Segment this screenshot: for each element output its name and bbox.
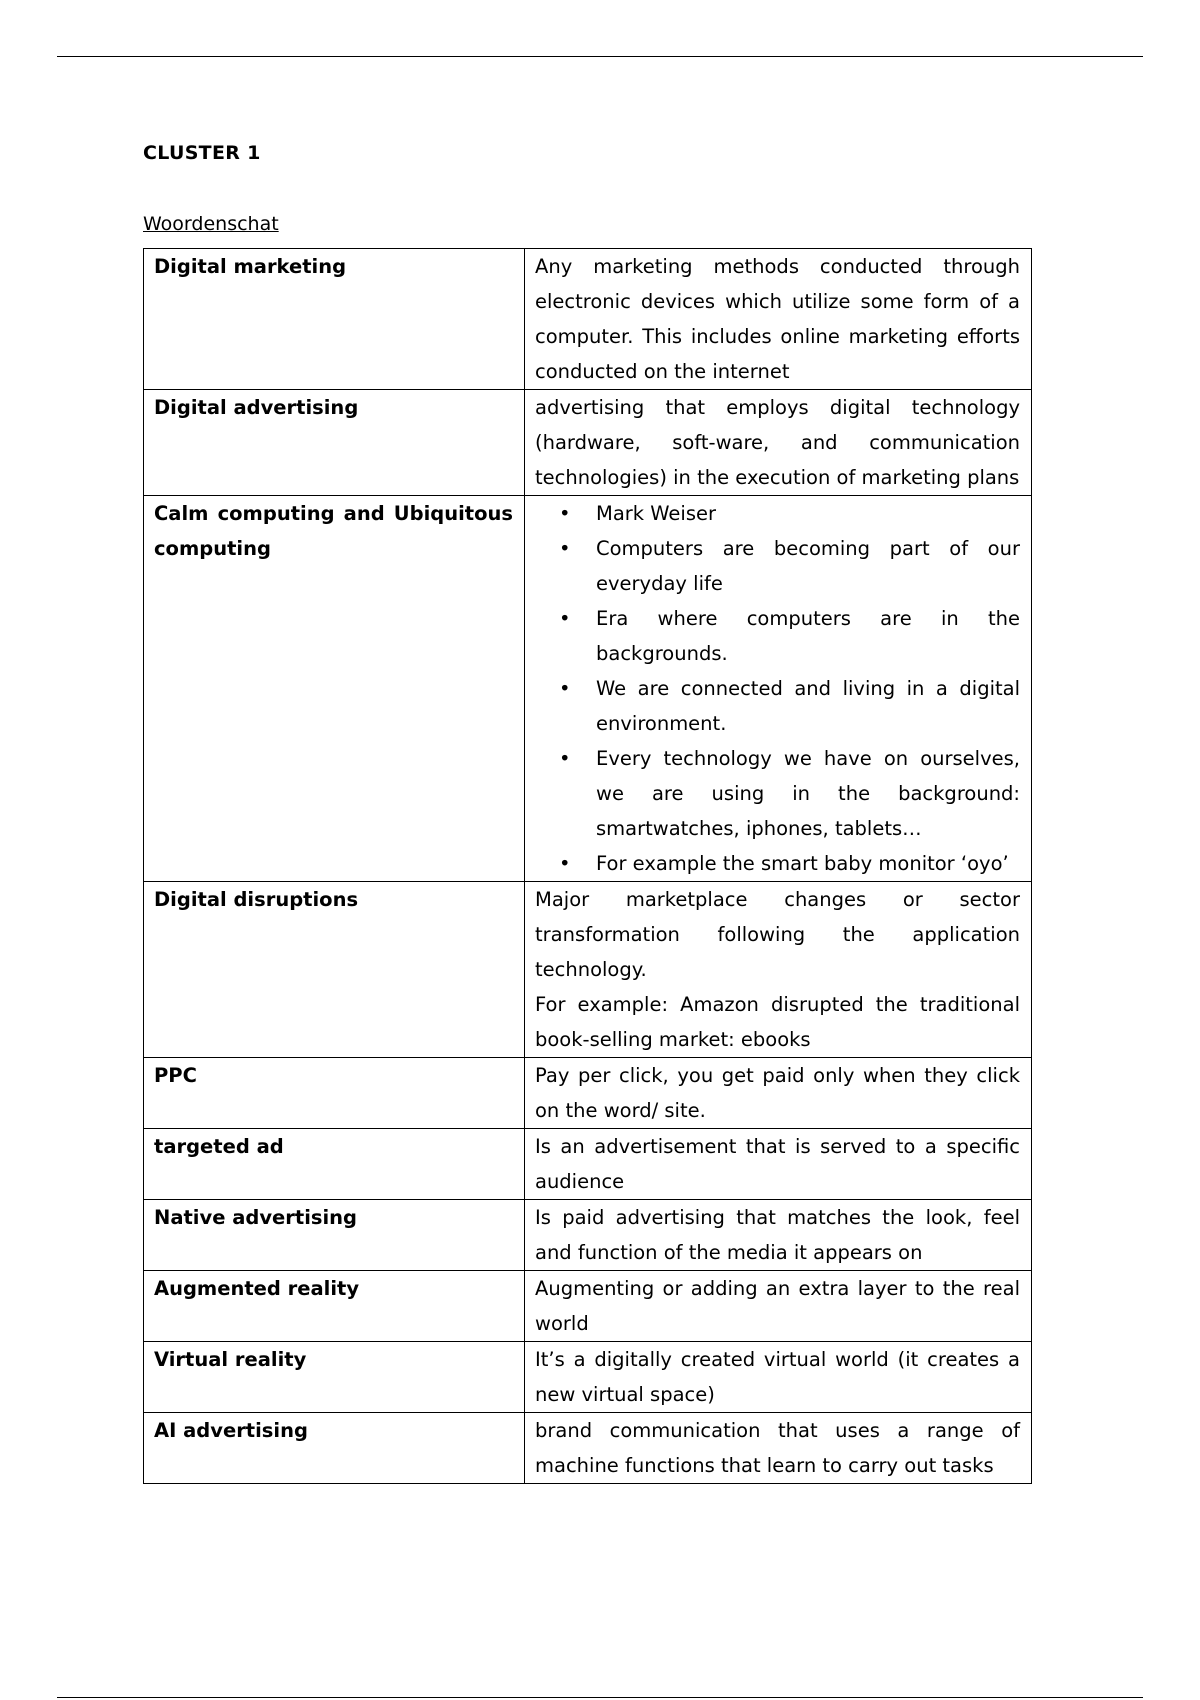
list-item: • Era where computers are in the backgrounds. <box>596 601 1020 671</box>
term-cell: Calm computing and Ubiquitous computing <box>144 496 525 882</box>
definition-cell: Is paid advertising that matches the look, feel and function of the media it appears on <box>525 1200 1032 1271</box>
term-cell: targeted ad <box>144 1129 525 1200</box>
header-rule <box>57 56 1143 57</box>
definition-cell <box>525 882 1032 1058</box>
term-cell: AI advertising <box>144 1413 525 1484</box>
definition-paragraph: Major marketplace changes or sector transformation following the application technology. <box>535 888 1020 981</box>
vocabulary-table <box>143 248 1032 1484</box>
definition-cell: brand communication that uses a range of machine functions that learn to carry out tasks <box>525 1413 1032 1484</box>
term-cell: Native advertising <box>144 1200 525 1271</box>
table-row <box>144 1200 1032 1271</box>
table-row <box>144 1342 1032 1413</box>
definition-cell: Augmenting or adding an extra layer to the real world <box>525 1271 1032 1342</box>
term-cell: Augmented reality <box>144 1271 525 1342</box>
bullet-list <box>535 496 1020 881</box>
definition-paragraph: For example: Amazon disrupted the traditional book-selling market: ebooks <box>535 993 1020 1051</box>
term-cell: Digital disruptions <box>144 882 525 1058</box>
term-cell: Digital marketing <box>144 249 525 390</box>
definition-cell: Is an advertisement that is served to a specific audience <box>525 1129 1032 1200</box>
term-cell: Digital advertising <box>144 390 525 496</box>
table-row <box>144 1058 1032 1129</box>
term-cell: Virtual reality <box>144 1342 525 1413</box>
list-item: • Mark Weiser <box>596 496 1020 531</box>
definition-cell: Any marketing methods conducted through electronic devices which utilize some form of a computer. This includes online marketing efforts conducted on the internet <box>525 249 1032 390</box>
table-row <box>144 390 1032 496</box>
footer-rule <box>57 1697 1143 1698</box>
table-row <box>144 249 1032 390</box>
definition-cell <box>525 496 1032 882</box>
page-heading: CLUSTER 1 <box>143 142 261 164</box>
table-row <box>144 1129 1032 1200</box>
definition-cell: Pay per click, you get paid only when they click on the word/ site. <box>525 1058 1032 1129</box>
table-row <box>144 1271 1032 1342</box>
table-row <box>144 882 1032 1058</box>
definition-cell: advertising that employs digital technology (hardware, soft-ware, and communication technologies) in the execution of marketing plans <box>525 390 1032 496</box>
table-row <box>144 496 1032 882</box>
section-subheading: Woordenschat <box>143 213 279 235</box>
list-item: • For example the smart baby monitor ‘oyo’ <box>596 846 1020 881</box>
definition-cell: It’s a digitally created virtual world (it creates a new virtual space) <box>525 1342 1032 1413</box>
table-row <box>144 1413 1032 1484</box>
list-item: • Every technology we have on ourselves, we are using in the background: smartwatches, iphones, tablets… <box>596 741 1020 846</box>
list-item: • We are connected and living in a digital environment. <box>596 671 1020 741</box>
list-item: • Computers are becoming part of our everyday life <box>596 531 1020 601</box>
term-cell: PPC <box>144 1058 525 1129</box>
